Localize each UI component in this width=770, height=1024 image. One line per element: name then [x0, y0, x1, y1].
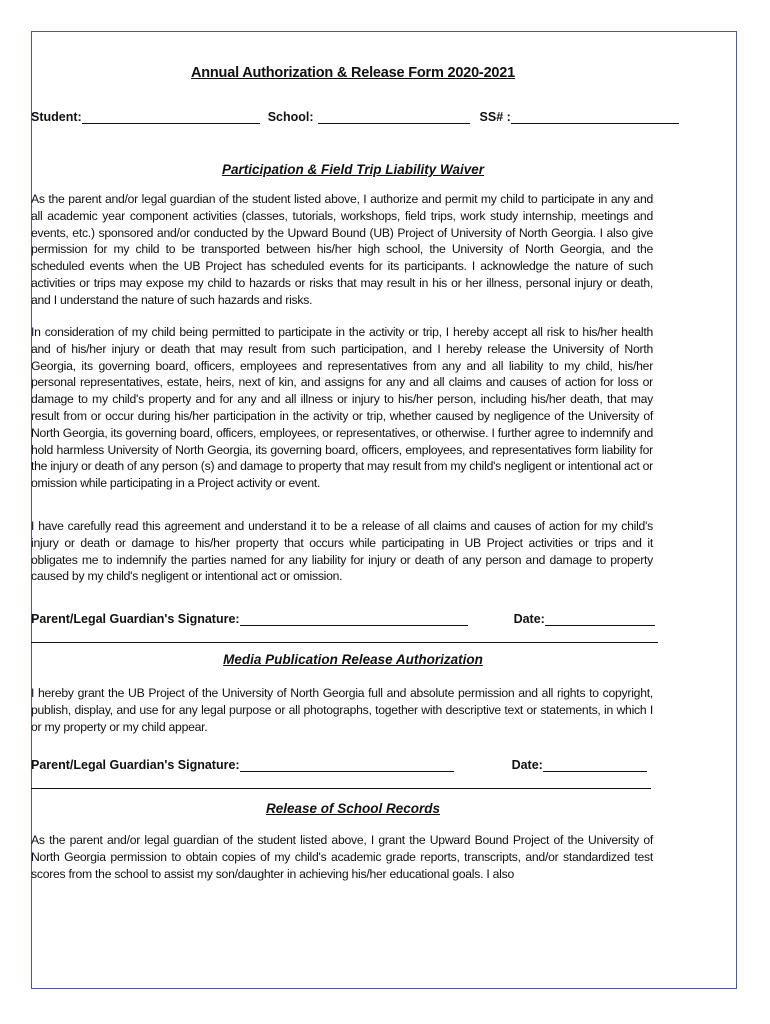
date-label: Date: — [511, 758, 543, 772]
waiver-paragraph-2: In consideration of my child being permitted to participate in the activity or trip, I hereby accept all risk to his/her health and of his/her injury or death that may result from such participation, and I hereby release the University of North Georgia, its governing board, officers, employees and representatives from any and all liability to my child, his/her personal representatives, estate, heirs, next of kin, and assigns for any and all claims and causes of action for loss or damage to my child's property and for any and all illness or injury to his/her person, including his/her death, that may result from or occur during his/her participation in the activity or trip, whether caused by negligence of the University of North Georgia, its governing board, officers, employees, or representatives, or otherwise. I further agree to indemnify and hold harmless University of North Georgia, its governing board, officers, employees, and representatives form liability for the injury or death of any person (s) and damage to property that may result from my child's negligent or intentional act or omission while participating in a Project activity or event. — [31, 325, 653, 491]
divider-1 — [31, 642, 658, 643]
ssn-label: SS# : — [479, 110, 511, 124]
media-heading: Media Publication Release Authorization — [223, 652, 483, 667]
date-label: Date: — [513, 612, 545, 626]
form-title: Annual Authorization & Release Form 2020-2021 — [190, 65, 516, 81]
media-paragraph: I hereby grant the UB Project of the University of North Georgia full and absolute permission and all rights to copyright, publish, display, and use for any legal purpose or all photographs, together with descriptive text or statements, in which I or my property or my child appear. — [31, 686, 653, 734]
signature-field[interactable] — [240, 612, 468, 626]
signature-row-2 — [31, 758, 661, 772]
school-label: School: — [267, 110, 314, 124]
waiver-heading: Participation & Field Trip Liability Waiver — [221, 162, 485, 177]
ssn-field[interactable] — [511, 110, 679, 124]
signature-row-1 — [31, 612, 661, 626]
divider-2 — [31, 788, 651, 789]
student-info-row — [31, 110, 681, 124]
records-heading: Release of School Records — [265, 801, 441, 816]
signature-field[interactable] — [240, 758, 454, 772]
date-field[interactable] — [543, 758, 647, 772]
student-label: Student: — [31, 110, 82, 124]
signature-label: Parent/Legal Guardian's Signature: — [31, 612, 240, 626]
school-field[interactable] — [318, 110, 470, 124]
waiver-paragraph-3: I have carefully read this agreement and understand it to be a release of all claims and causes of action for my child's injury or death or damage to his/her property that occurs while participating in UB Project activities or trips and it obligates me to indemnify the parties named for any liability for injury or death of any person and damage to property caused by my child's negligent or intentional act or omission. — [31, 519, 653, 584]
signature-label: Parent/Legal Guardian's Signature: — [31, 758, 240, 772]
waiver-paragraph-1: As the parent and/or legal guardian of the student listed above, I authorize and permit my child to participate in any and all academic year component activities (classes, tutorials, workshops, field trips, work study internship, meetings and events, etc.) sponsored and/or conducted by the Upward Bound (UB) Project of University of North Georgia. I also give permission for my child to be transported between his/her high school, the University of North Georgia, and the scheduled events when the UB Project has scheduled events for its participants. I acknowledge the nature of such activities or trips may expose my child to hazards or risks that may result in his or her illness, personal injury or death, and I understand the nature of such hazards and risks. — [31, 192, 653, 307]
student-field[interactable] — [82, 110, 260, 124]
date-field[interactable] — [545, 612, 655, 626]
records-paragraph: As the parent and/or legal guardian of the student listed above, I grant the Upward Bound Project of the University of North Georgia permission to obtain copies of my child's academic grade reports, transcripts, and/or standardized test scores from the school to assist my son/daughter in achieving his/her educational goals. I also — [31, 833, 653, 881]
